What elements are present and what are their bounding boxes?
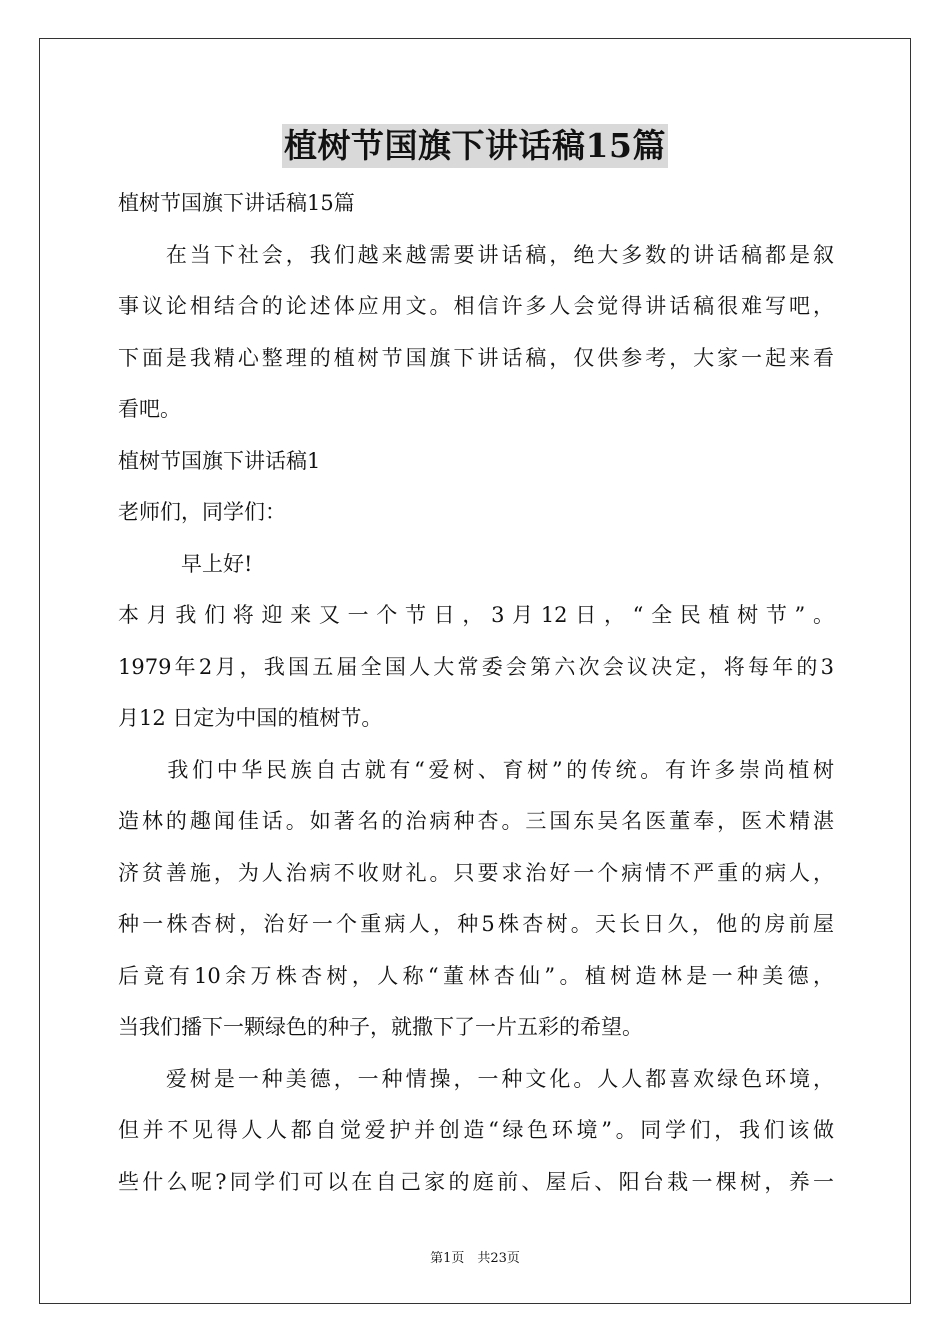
- body-line: 济贫善施，为人治病不收财礼。只要求治好一个病情不严重的病人，: [118, 860, 834, 885]
- body-line: 当我们播下一颗绿色的种子，就撒下了一片五彩的希望。: [118, 1015, 643, 1039]
- body-line: 早上好!: [118, 551, 253, 576]
- body-line: 老师们，同学们：: [118, 500, 286, 524]
- body-line: 我们中华民族自古就有“爱树、育树”的传统。有许多崇尚植树: [118, 757, 834, 782]
- body-line: 事议论相结合的论述体应用文。相信许多人会觉得讲话稿很难写吧，: [118, 294, 834, 318]
- body-line: 本月我们将迎来又一个节日，3月12日，“全民植树节”。: [118, 603, 834, 627]
- body-line: 下面是我精心整理的植树节国旗下讲话稿，仅供参考，大家一起来看: [118, 345, 834, 370]
- body-line: 看吧。: [118, 397, 181, 421]
- document-body: [118, 178, 834, 1208]
- body-line: 在当下社会，我们越来越需要讲话稿，绝大多数的讲话稿都是叙: [118, 242, 834, 267]
- body-line: 但并不见得人人都自觉爱护并创造“绿色环境”。同学们，我们该做: [118, 1118, 834, 1142]
- body-line: 植树节国旗下讲话稿1: [118, 448, 321, 473]
- document-title: 植树节国旗下讲话稿15篇: [282, 124, 668, 168]
- body-line: 种一株杏树，治好一个重病人，种5株杏树。天长日久，他的房前屋: [118, 912, 834, 936]
- body-line: 后竟有10余万株杏树，人称“董林杏仙”。植树造林是一种美德，: [118, 963, 834, 988]
- body-line: 1979年2月，我国五届全国人大常委会第六次会议决定，将每年的3: [118, 654, 834, 679]
- body-line: 些什么呢?同学们可以在自己家的庭前、屋后、阳台栽一棵树，养一: [118, 1169, 834, 1194]
- body-line: 月12 日定为中国的植树节。: [118, 706, 383, 730]
- title-container: [0, 124, 950, 168]
- page-footer: 第1页 共23页: [430, 1251, 520, 1266]
- body-line: 爱树是一种美德，一种情操，一种文化。人人都喜欢绿色环境，: [118, 1066, 834, 1091]
- body-line: 植树节国旗下讲话稿15篇: [118, 191, 355, 215]
- body-line: 造林的趣闻佳话。如著名的治病种杏。三国东吴名医董奉，医术精湛: [118, 809, 834, 833]
